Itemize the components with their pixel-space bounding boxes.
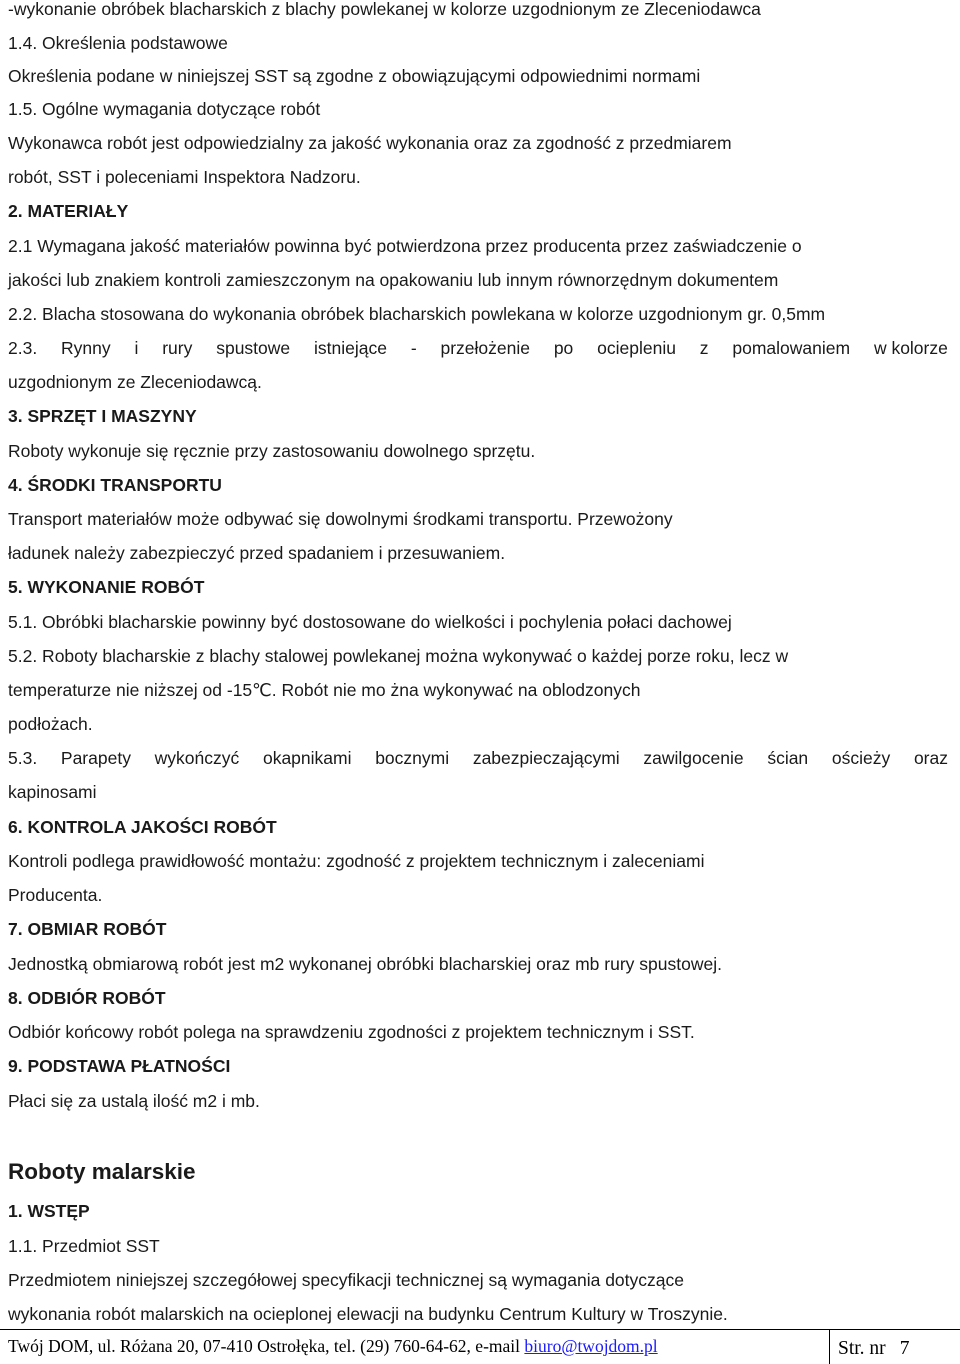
- word: rury: [162, 338, 193, 358]
- word: 5.3.: [8, 748, 38, 768]
- text-line: 2.2. Blacha stosowana do wykonania obróbek blacharskich powlekana w kolorze uzgodnionym gr. 0,5mm: [8, 304, 826, 324]
- text-line: Transport materiałów może odbywać się dowolnymi środkami transportu. Przewożony: [8, 509, 673, 529]
- word: ścian: [767, 748, 809, 768]
- footer-address: [8, 1336, 658, 1357]
- text-line: 2.1 Wymagana jakość materiałów powinna być potwierdzona przez producenta przez zaświadczenie o: [8, 236, 802, 256]
- text-line: kapinosami: [8, 782, 97, 802]
- text-line: 5.1. Obróbki blacharskie powinny być dostosowane do wielkości i pochylenia połaci dachowej: [8, 612, 732, 632]
- text-line: -wykonanie obróbek blacharskich z blachy powlekanej w kolorze uzgodnionym ze Zleceniodawca: [8, 0, 761, 19]
- section-heading: 7. OBMIAR ROBÓT: [8, 919, 167, 939]
- text-line: robót, SST i poleceniami Inspektora Nadzoru.: [8, 167, 361, 187]
- page-footer: [0, 1330, 960, 1364]
- text-line: ładunek należy zabezpieczyć przed spadaniem i przesuwaniem.: [8, 543, 506, 563]
- word: zabezpieczającymi: [472, 748, 620, 768]
- word: 2.3.: [8, 338, 38, 358]
- footer-separator: [829, 1330, 830, 1364]
- section-heading: 5. WYKONANIE ROBÓT: [8, 577, 205, 597]
- chapter-title: Roboty malarskie: [8, 1159, 196, 1184]
- text-line: Przedmiotem niniejszej szczegółowej specyfikacji technicznej są wymagania dotyczące: [8, 1270, 684, 1290]
- word: przełożenie: [440, 338, 530, 358]
- word: -: [410, 338, 417, 358]
- text-line: Wykonawca robót jest odpowiedzialny za jakość wykonania oraz za zgodność z przedmiarem: [8, 133, 732, 153]
- text-line: Jednostką obmiarową robót jest m2 wykonanej obróbki blacharskiej oraz mb rury spustowej.: [8, 954, 722, 974]
- word: istniejące: [314, 338, 387, 358]
- word: po: [553, 338, 574, 358]
- text-line: 5.2. Roboty blacharskie z blachy stalowej powlekanej można wykonywać o każdej porze roku, lecz w: [8, 646, 789, 666]
- justified-line: [8, 340, 948, 358]
- page-number: [838, 1338, 909, 1360]
- text-line: Producenta.: [8, 885, 103, 905]
- word: i: [134, 338, 139, 358]
- word: Parapety: [60, 748, 131, 768]
- text-line: temperaturze nie niższej od -15℃. Robót nie mo żna wykonywać na oblodzonych: [8, 680, 641, 700]
- word: okapnikami: [262, 748, 352, 768]
- text-line: Odbiór końcowy robót polega na sprawdzeniu zgodności z projektem technicznym i SST.: [8, 1022, 695, 1042]
- word: oraz: [913, 748, 948, 768]
- page-number-value: 7: [899, 1338, 910, 1359]
- text-line: wykonania robót malarskich na ocieplonej elewacji na budynku Centrum Kultury w Troszynie.: [8, 1304, 728, 1324]
- section-heading: 3. SPRZĘT I MASZYNY: [8, 406, 197, 426]
- section-heading: 1.4. Określenia podstawowe: [8, 33, 228, 53]
- text-line: Płaci się za ustalą ilość m2 i mb.: [8, 1091, 260, 1111]
- section-heading: 1.1. Przedmiot SST: [8, 1236, 160, 1256]
- word: z: [699, 338, 709, 358]
- section-heading: 1. WSTĘP: [8, 1201, 90, 1221]
- email-link[interactable]: biuro@twojdom.pl: [524, 1336, 658, 1356]
- section-heading: 9. PODSTAWA PŁATNOŚCI: [8, 1056, 231, 1076]
- section-heading: 1.5. Ogólne wymagania dotyczące robót: [8, 99, 321, 119]
- text-line: Określenia podane w niniejszej SST są zgodne z obowiązującymi odpowiednimi normami: [8, 66, 701, 86]
- word: wykończyć: [154, 748, 240, 768]
- footer-address-text: Twój DOM, ul. Różana 20, 07-410 Ostrołęka, tel. (29) 760-64-62, e-mail: [8, 1336, 525, 1356]
- section-heading: 2. MATERIAŁY: [8, 201, 129, 221]
- word: zawilgocenie: [643, 748, 744, 768]
- word: ościeży: [831, 748, 891, 768]
- text-line: uzgodnionym ze Zleceniodawcą.: [8, 372, 262, 392]
- text-line: podłożach.: [8, 714, 93, 734]
- section-heading: 6. KONTROLA JAKOŚCI ROBÓT: [8, 817, 277, 837]
- word: pomalowaniem: [732, 338, 851, 358]
- section-heading: 8. ODBIÓR ROBÓT: [8, 988, 166, 1008]
- word: spustowe: [216, 338, 291, 358]
- word: ociepleniu: [597, 338, 676, 358]
- section-heading: 4. ŚRODKI TRANSPORTU: [8, 475, 222, 495]
- word: bocznymi: [375, 748, 450, 768]
- word: w kolorze: [873, 338, 948, 358]
- text-line: jakości lub znakiem kontroli zamieszczonym na opakowaniu lub innym równorzędnym dokumentem: [8, 270, 779, 290]
- text-line: Kontroli podlega prawidłowość montażu: zgodność z projektem technicznym i zaleceniami: [8, 851, 705, 871]
- justified-line: [8, 750, 948, 768]
- page-label: Str. nr: [838, 1338, 886, 1359]
- word: Rynny: [61, 338, 111, 358]
- text-line: Roboty wykonuje się ręcznie przy zastosowaniu dowolnego sprzętu.: [8, 441, 536, 461]
